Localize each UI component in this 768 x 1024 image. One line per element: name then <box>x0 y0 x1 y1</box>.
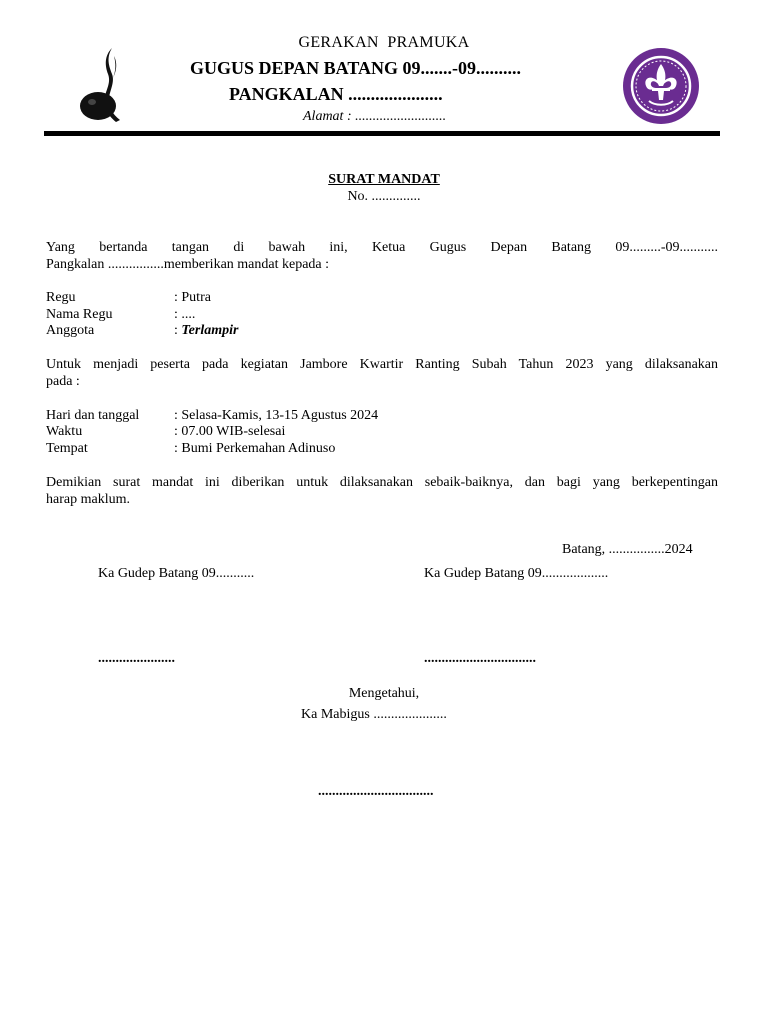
document-title: SURAT MANDAT <box>328 172 440 187</box>
intro-line-1: Yang bertanda tangan di bawah ini, Ketua Gugus Depan Batang 09.........-09........... <box>46 240 718 255</box>
acknowledge-label: Mengetahui, <box>348 686 420 701</box>
mabigus-name: ................................. <box>318 784 434 799</box>
closing-line-2: harap maklum. <box>46 492 130 507</box>
field-anggota: Anggota : Terlampir <box>46 323 239 338</box>
mabigus-title: Ka Mabigus ..................... <box>301 707 447 722</box>
document-number: No. .............. <box>347 189 421 204</box>
world-scout-emblem-icon <box>619 46 703 126</box>
field-nama-regu: Nama Regu : .... <box>46 307 196 322</box>
left-signer-name: ...................... <box>98 651 175 666</box>
org-name: GERAKAN PRAMUKA <box>298 34 470 51</box>
field-waktu: Waktu : 07.00 WIB-selesai <box>46 424 286 439</box>
address-line: Alamat : .......................... <box>303 109 447 124</box>
gudep-line: GUGUS DEPAN BATANG 09.......-09.......... <box>190 58 522 78</box>
intro-line-2: Pangkalan ................memberikan mandat kepada : <box>46 257 330 272</box>
right-signer-title: Ka Gudep Batang 09................... <box>424 566 609 581</box>
field-regu: Regu : Putra <box>46 290 211 305</box>
left-signer-title: Ka Gudep Batang 09........... <box>98 566 255 581</box>
tunas-kelapa-icon <box>76 46 126 124</box>
closing-line-1: Demikian surat mandat ini diberikan untuk dilaksanakan sebaik-baiknya, dan bagi yang berkepentingan <box>46 475 718 490</box>
header-divider <box>44 131 720 136</box>
purpose-line-1: Untuk menjadi peserta pada kegiatan Jambore Kwartir Ranting Subah Tahun 2023 yang dilaksanakan <box>46 357 718 372</box>
field-tempat: Tempat : Bumi Perkemahan Adinuso <box>46 441 336 456</box>
field-hari-tanggal: Hari dan tanggal : Selasa-Kamis, 13-15 Agustus 2024 <box>46 408 379 423</box>
pangkalan-line: PANGKALAN ..................... <box>229 84 443 104</box>
purpose-line-2: pada : <box>46 374 80 389</box>
place-date: Batang, ................2024 <box>562 542 693 557</box>
right-signer-name: ................................ <box>424 651 536 666</box>
